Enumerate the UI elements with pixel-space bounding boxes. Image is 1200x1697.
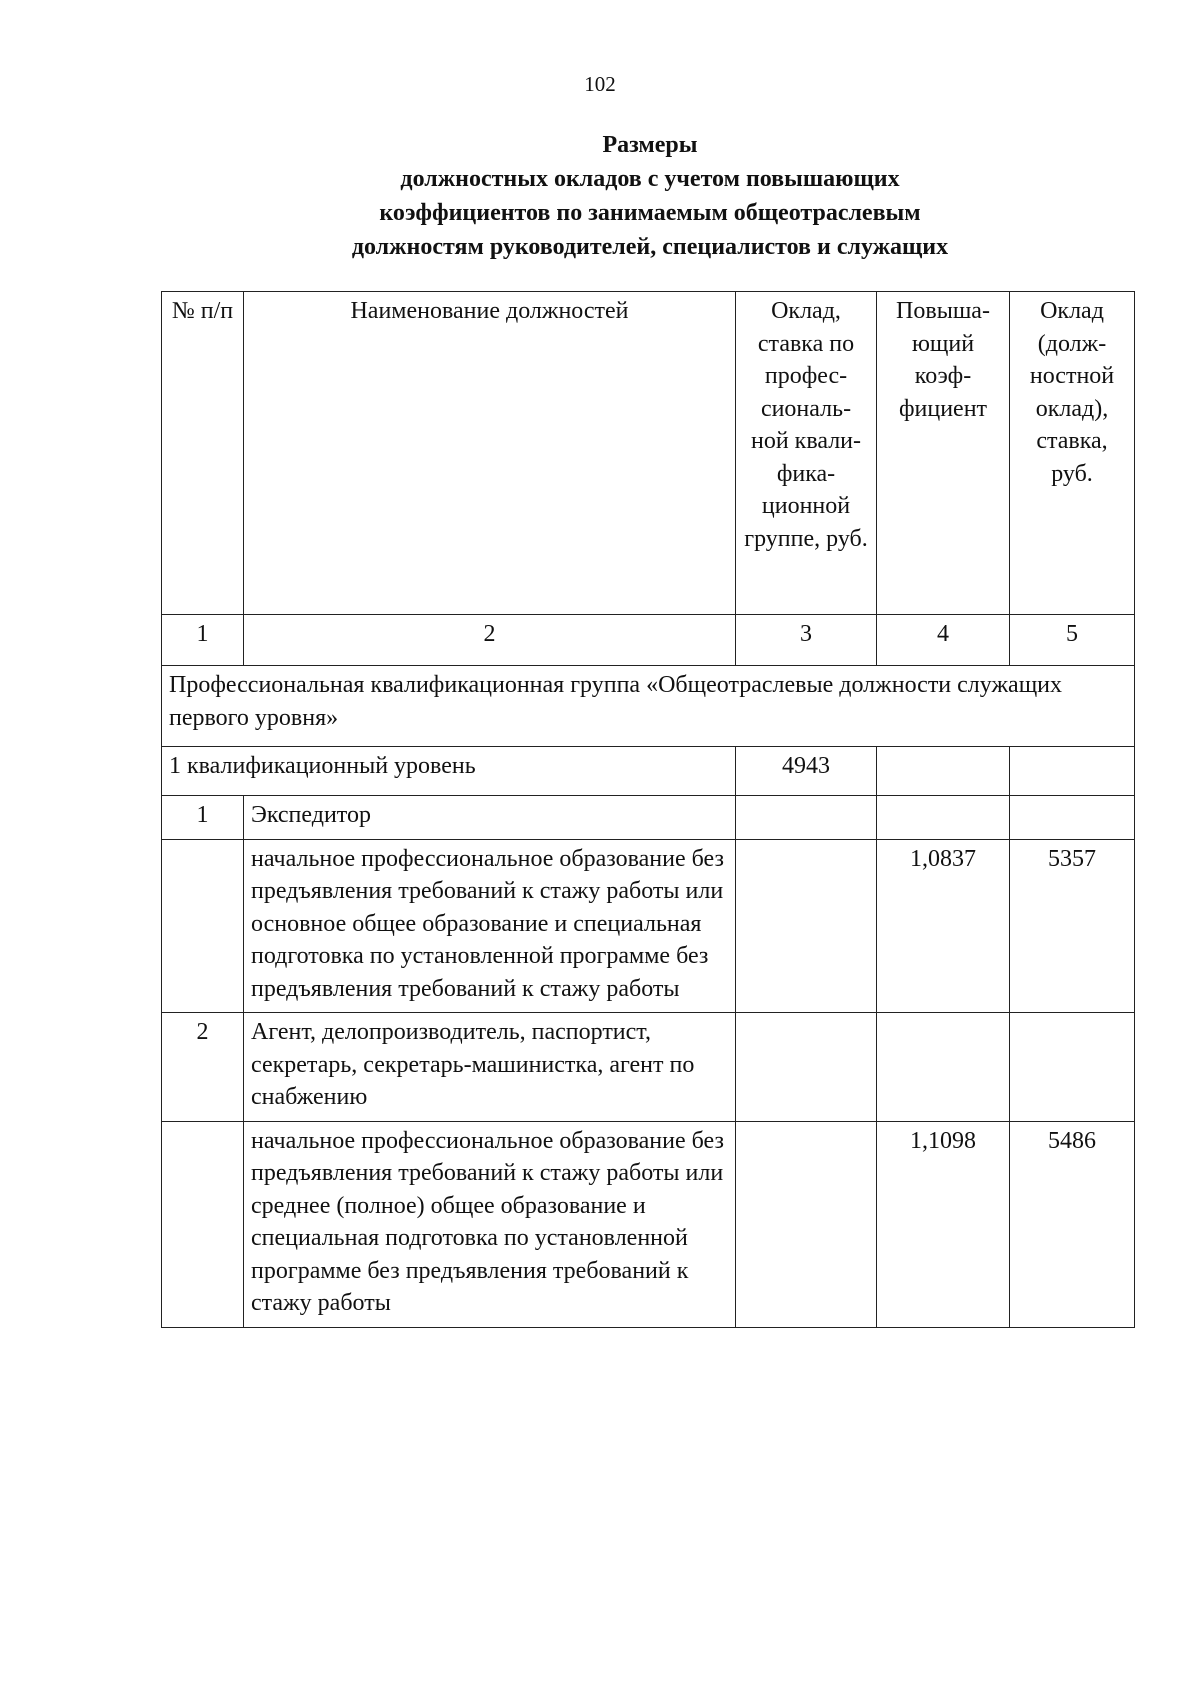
qualification-level: 1 квалификационный уровень <box>162 747 736 796</box>
position-coefficient: 1,0837 <box>877 839 1010 1013</box>
position-row <box>162 1013 1135 1122</box>
position-salary: 5486 <box>1010 1121 1135 1327</box>
column-number: 1 <box>162 615 244 666</box>
page-number: 102 <box>584 72 616 96</box>
position-name: Агент, делопроизводитель, паспортист, секретарь, секретарь-машинистка, агент по снабжению <box>244 1013 736 1122</box>
header-number: № п/п <box>162 292 244 615</box>
document-title <box>0 128 1200 264</box>
empty-cell <box>736 1013 877 1122</box>
title-line: должностям руководителей, специалистов и служащих <box>351 234 949 260</box>
header-coefficient: Повыша- ющий коэф- фициент <box>877 292 1010 615</box>
qualification-group: Профессиональная квалификационная группа «Общеотраслевые должности служащих первого уровня» <box>162 666 1135 747</box>
position-row <box>162 796 1135 840</box>
position-salary: 5357 <box>1010 839 1135 1013</box>
empty-cell <box>877 1013 1010 1122</box>
title-line: Размеры <box>602 132 698 158</box>
position-requirement: начальное профессиональное образование без предъявления требований к стажу работы или среднее (полное) общее образование и специальная подготовка по установленной программе без предъявления требований к стажу работы <box>244 1121 736 1327</box>
position-name: Экспедитор <box>244 796 736 840</box>
requirement-row <box>162 1121 1135 1327</box>
column-number: 4 <box>877 615 1010 666</box>
column-number: 2 <box>244 615 736 666</box>
salary-table <box>161 291 1135 1328</box>
empty-cell <box>1010 1013 1135 1122</box>
position-coefficient: 1,1098 <box>877 1121 1010 1327</box>
position-number: 1 <box>162 796 244 840</box>
position-number: 2 <box>162 1013 244 1122</box>
level-row <box>162 747 1135 796</box>
position-requirement: начальное профессиональное образование без предъявления требований к стажу работы или основное общее образование и специальная подготовка по установленной программе без предъявления требований к стажу работы <box>244 839 736 1013</box>
column-number: 5 <box>1010 615 1135 666</box>
empty-cell <box>162 839 244 1013</box>
column-number-row <box>162 615 1135 666</box>
empty-cell <box>162 1121 244 1327</box>
header-final-salary: Оклад (долж- ностной оклад), ставка, руб. <box>1010 292 1135 615</box>
empty-cell <box>877 796 1010 840</box>
column-number: 3 <box>736 615 877 666</box>
header-base-salary: Оклад, ставка по профес- сиональ- ной квали- фика- ционной группе, руб. <box>736 292 877 615</box>
empty-cell <box>736 796 877 840</box>
level-salary: 4943 <box>736 747 877 796</box>
header-row <box>162 292 1135 615</box>
header-position-name: Наименование должностей <box>244 292 736 615</box>
empty-cell <box>877 747 1010 796</box>
empty-cell <box>736 1121 877 1327</box>
empty-cell <box>1010 747 1135 796</box>
empty-cell <box>1010 796 1135 840</box>
title-line: коэффициентов по занимаемым общеотраслевым <box>379 200 921 226</box>
title-line: должностных окладов с учетом повышающих <box>400 166 900 192</box>
requirement-row <box>162 839 1135 1013</box>
empty-cell <box>736 839 877 1013</box>
group-row <box>162 666 1135 747</box>
